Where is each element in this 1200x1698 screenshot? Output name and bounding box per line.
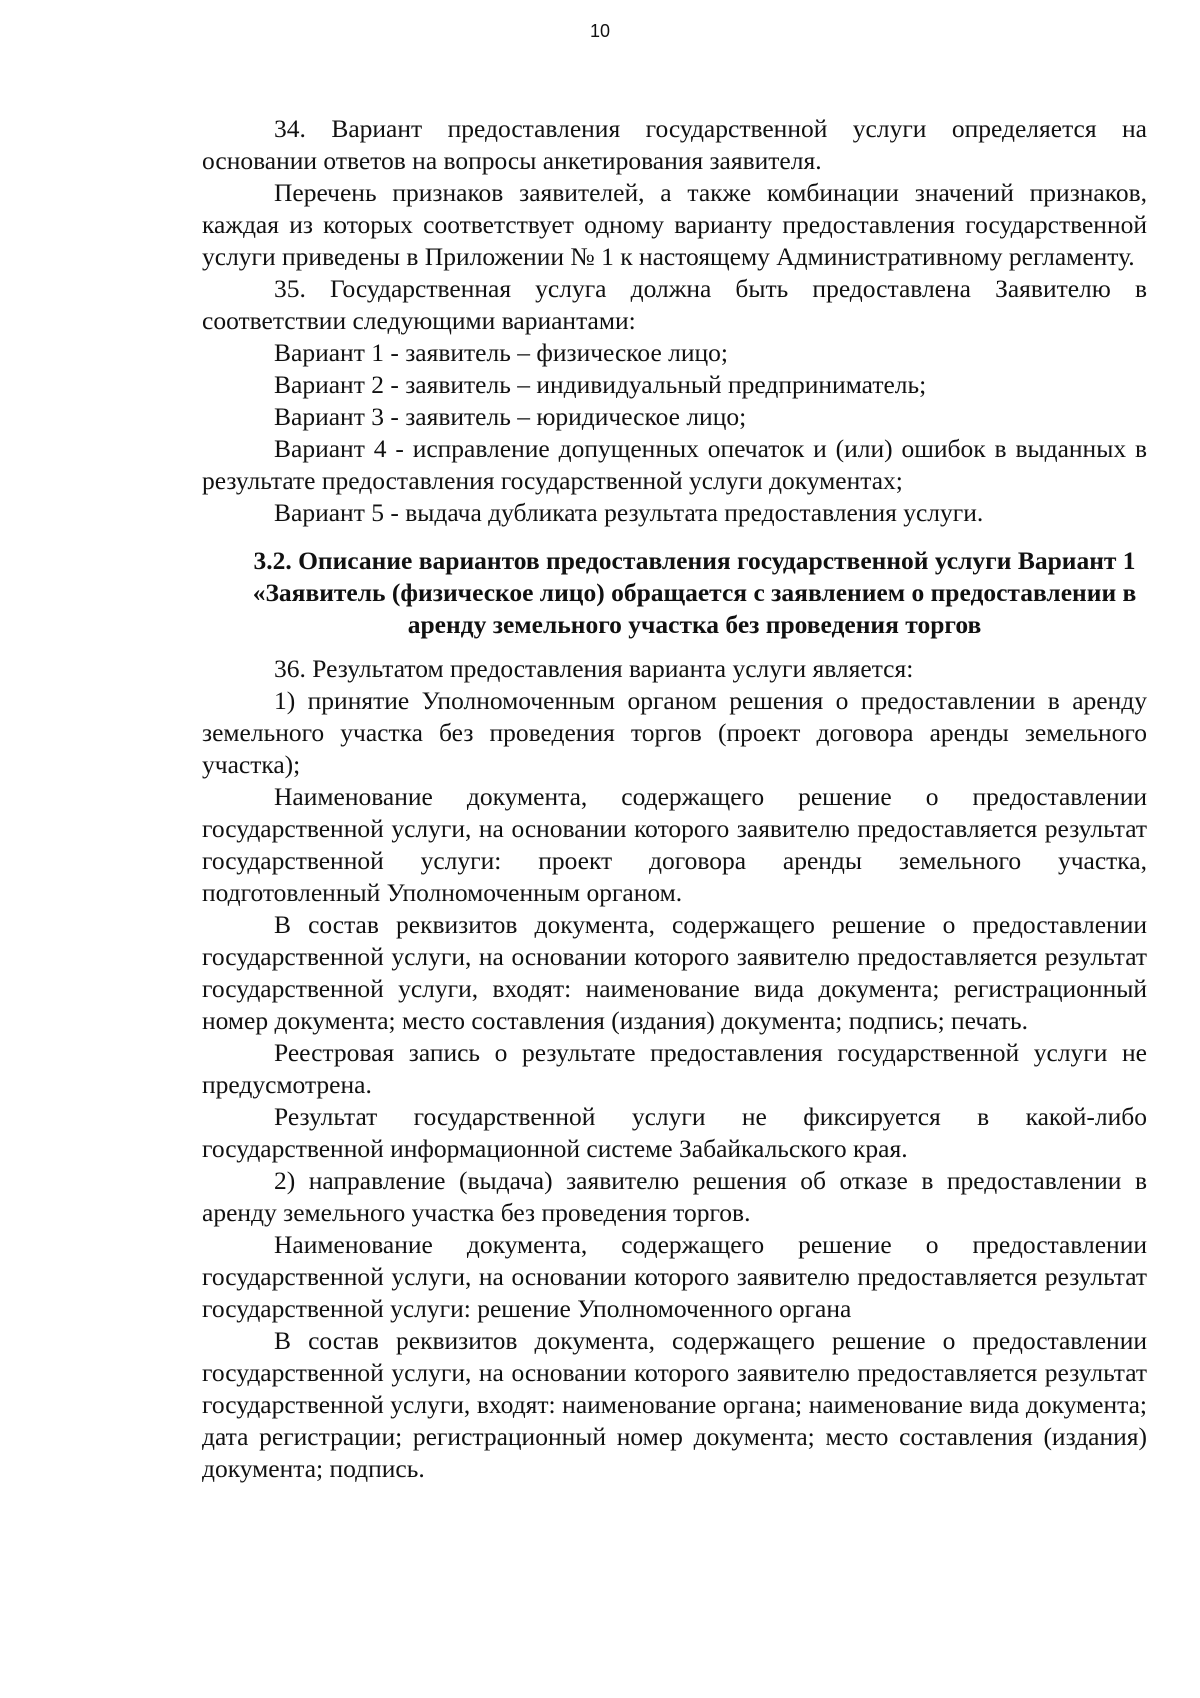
variant-2: Вариант 2 - заявитель – индивидуальный предприниматель; [274,370,927,399]
paragraph-34: 34. Вариант предоставления государственной услуги определяется на основании ответов на вопросы анкетирования заявителя. [202,114,1147,175]
variant-1: Вариант 1 - заявитель – физическое лицо; [274,338,729,367]
section-heading: 3.2. Описание вариантов предоставления государственной услуги Вариант 1 «Заявитель (физическое лицо) обращается с заявлением о предоставлении в аренду земельного участка без проведения торгов [252,546,1137,639]
variant-4: Вариант 4 - исправление допущенных опечаток и (или) ошибок в выданных в результате предоставления государственной услуги документах; [202,434,1147,495]
result-fixation: Результат государственной услуги не фиксируется в какой-либо государственной информационной системе Забайкальского края. [202,1102,1147,1163]
variant-3: Вариант 3 - заявитель – юридическое лицо; [274,402,747,431]
result-2: 2) направление (выдача) заявителю решения об отказе в предоставлении в аренду земельного участка без проведения торгов. [202,1166,1147,1227]
page-number: 10 [589,21,611,41]
paragraph-35: 35. Государственная услуга должна быть предоставлена Заявителю в соответствии следующими вариантами: [202,274,1147,335]
variant-5: Вариант 5 - выдача дубликата результата предоставления услуги. [274,498,984,527]
result-1: 1) принятие Уполномоченным органом решения о предоставлении в аренду земельного участка без проведения торгов (проект договора аренды земельного участка); [202,686,1147,779]
paragraph-applicant-attributes: Перечень признаков заявителей, а также комбинации значений признаков, каждая из которых соответствует одному варианту предоставления государственной услуги приведены в Приложении № 1 к настоящему Административному регламенту. [202,178,1147,271]
result-2-requisites: В состав реквизитов документа, содержащего решение о предоставлении государственной услуги, на основании которого заявителю предоставляется результат государственной услуги, входят: наименование органа; наименование вида документа; дата регистрации; регистрационный номер документа; место составления (издания) документа; подпись. [202,1326,1147,1483]
result-2-document-name: Наименование документа, содержащего решение о предоставлении государственной услуги, на основании которого заявителю предоставляется результат государственной услуги: решение Уполномоченного органа [202,1230,1147,1323]
registry-record: Реестровая запись о результате предоставления государственной услуги не предусмотрена. [202,1038,1147,1099]
document-body [202,113,1147,1485]
paragraph-36: 36. Результатом предоставления варианта услуги является: [274,654,914,683]
result-1-document-name: Наименование документа, содержащего решение о предоставлении государственной услуги, на основании которого заявителю предоставляется результат государственной услуги: проект договора аренды земельного участка, подготовленный Уполномоченным органом. [202,782,1147,907]
result-1-requisites: В состав реквизитов документа, содержащего решение о предоставлении государственной услуги, на основании которого заявителю предоставляется результат государственной услуги, входят: наименование вида документа; регистрационный номер документа; место составления (издания) документа; подпись; печать. [202,910,1147,1035]
